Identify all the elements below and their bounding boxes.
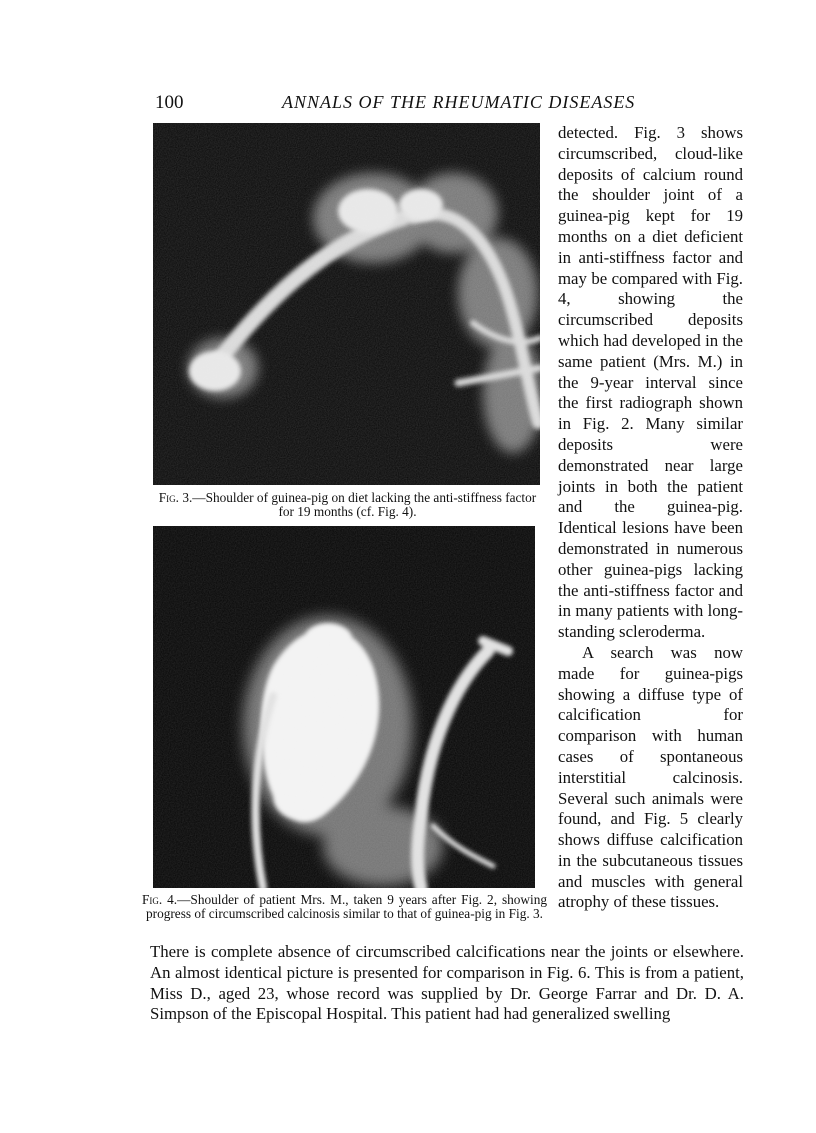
figure-3-label: Fig. 3.	[158, 490, 193, 505]
figure-3-caption-text: —Shoulder of guinea-pig on diet lacking the anti-stiffness factor for 19 months (cf. Fig. 4).	[192, 490, 537, 519]
running-header: ANNALS OF THE RHEUMATIC DISEASES	[282, 92, 636, 112]
full-width-text	[150, 942, 744, 1025]
body-paragraph: There is complete absence of circumscribed calcifications near the joints or elsewhere. An almost identical picture is presented for comparison in Fig. 6. This is from a patient, Miss D., aged 23, whose record was supplied by Dr. George Farrar and Dr. D. A. Simpson of the Episcopal Hospital. This patient had had generalized swelling	[150, 942, 744, 1024]
body-paragraph: A search was now made for guinea-pigs showing a diffuse type of calcification for comparison with human cases of spontaneous interstitial calcinosis. Several such animals were found, and Fig. 5 clearly shows diffuse calcification in the subcutaneous tissues and muscles with general atrophy of these tissues.	[558, 642, 743, 912]
figure-3-radiograph	[153, 123, 540, 485]
figure-3-image	[153, 123, 540, 485]
figure-4-radiograph	[153, 526, 535, 888]
figure-4-image	[153, 526, 535, 888]
figure-4-label: Fig. 4.	[142, 892, 178, 907]
figure-4-caption-text: —Shoulder of patient Mrs. M., taken 9 years after Fig. 2, showing progress of circumscribed calcinosis similar to that of guinea-pig in Fig. 3.	[146, 892, 548, 921]
figure-3-caption	[150, 491, 545, 519]
figure-4-caption	[142, 893, 547, 921]
body-paragraph: detected. Fig. 3 shows circumscribed, cloud-like deposits of calcium round the shoulder joint of a guinea-pig kept for 19 months on a diet deficient in anti-stiffness factor and may be compared with Fig. 4, showing the circumscribed deposits which had developed in the same patient (Mrs. M.) in the 9-year interval since the first radiograph shown in Fig. 2. Many similar deposits were demonstrated near large joints in both the patient and the guinea-pig. Identical lesions have been demonstrated in numerous other guinea-pigs lacking the anti-stiffness factor and in many patients with long-standing scleroderma.	[558, 123, 743, 642]
page-number: 100	[155, 92, 184, 113]
right-text-column	[558, 123, 743, 913]
